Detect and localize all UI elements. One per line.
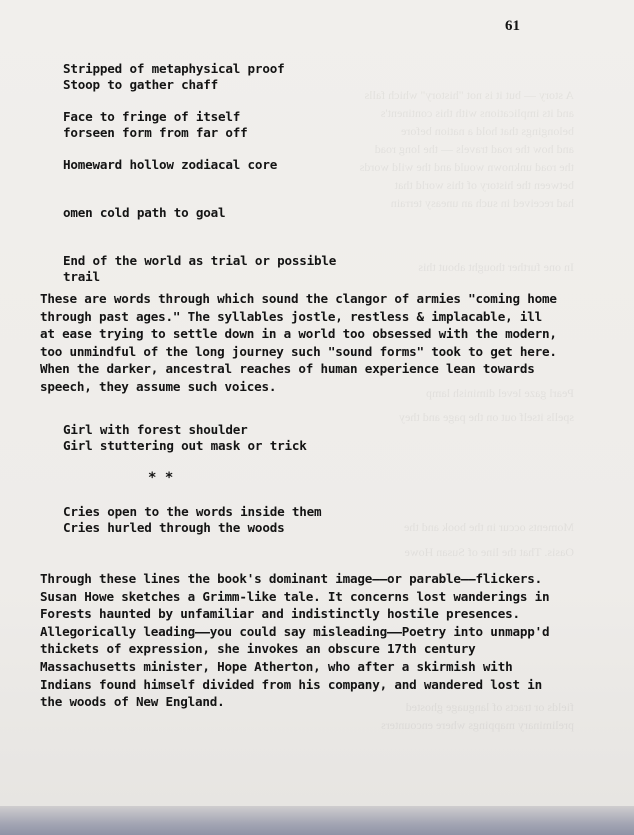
poem-line: trail [63, 269, 100, 284]
poem-line: End of the world as trial or possible [63, 253, 337, 268]
poem-line: Cries open to the words inside them [63, 504, 322, 519]
poem-stanza-1 [63, 61, 336, 285]
page-number: 61 [505, 18, 520, 34]
commentary-paragraph-2: Through these lines the book's dominant image——or parable——flickers. Susan Howe sketches a Grimm-like tale. It concerns lost wanderings in Forests haunted by unfamiliar and indistinctly hostile presences. Allegorically leading——you could say misleading——Poetry into unmapp'd thickets of expression, she invokes an obscure 17th century Massachusetts minister, Hope Atherton, who after a skirmish with Indians found himself divided from his company, and wandered lost in the woods of New England. [40, 571, 550, 710]
poem-line: Face to fringe of itself [63, 109, 241, 124]
page-bottom-edge [0, 806, 634, 835]
poem-line: Girl stuttering out mask or trick [63, 438, 307, 453]
commentary-paragraph-1: These are words through which sound the clangor of armies "coming home through past ages." The syllables jostle, restless & implacable, ill at ease trying to settle down in a world too obsessed with the modern, too unmindful of the long journey such "sound forms" took to get here. When the darker, ancestral reaches of human experience lean towards speech, they assume such voices. [40, 291, 557, 394]
poem-line: Girl with forest shoulder [63, 422, 248, 437]
poem-line: Cries hurled through the woods [63, 520, 285, 535]
poem-line: forseen form from far off [63, 125, 248, 140]
poem-stanza-2 [63, 422, 307, 454]
poem-line: Stoop to gather chaff [63, 77, 219, 92]
poem-line: Homeward hollow zodiacal core [63, 157, 278, 172]
poem-stanza-3 [63, 504, 321, 536]
bleed-through-text: A story — but it is not "history" which falls and its implications with this continent's belongings that hold a nation before and how the road travels — the long road the road unknown would and the wild words between the history of this world that had received in such an uneasy terrain In one further thought about this Pearl gaze level diminish lamp spells itself out on the page and they Moments occur in the book and the Oasis. That the line of Susan Howe fields or tracts of language ghosted preliminary mappings where encounters [359, 88, 574, 732]
poem-line: Stripped of metaphysical proof [63, 61, 285, 76]
section-separator: * * [148, 470, 174, 486]
poem-line: omen cold path to goal [63, 205, 226, 220]
